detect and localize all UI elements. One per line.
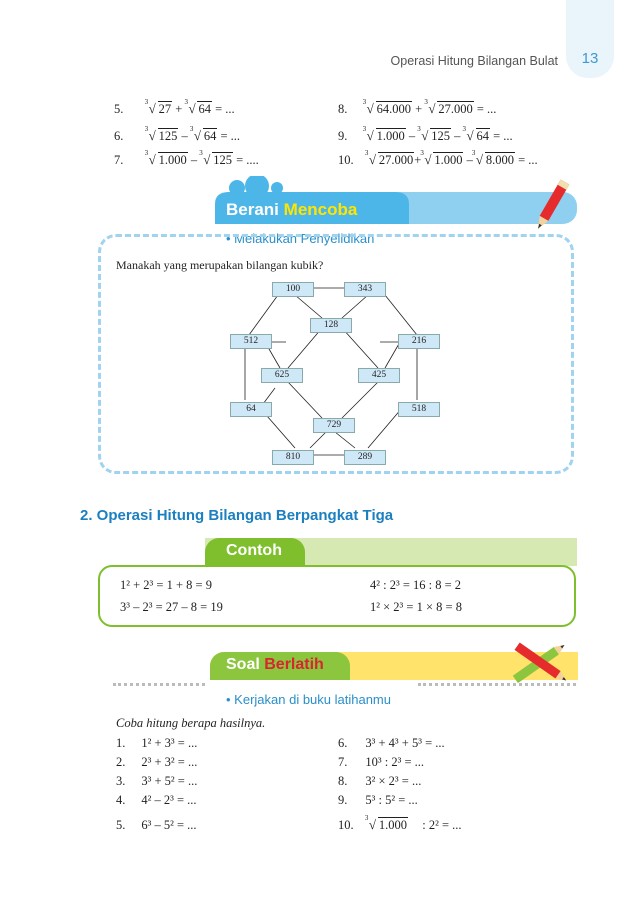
soal-title: Soal Berlatih [226, 656, 324, 673]
cube-root: 3 √ 27.000 [364, 149, 414, 167]
cube-root: 3 √ 125 [144, 125, 178, 143]
mencoba-subtitle: • Melakukan Penyelidikan [226, 231, 375, 246]
cube-root: 3 √ 1.000 [364, 814, 407, 832]
number-network-lines [230, 280, 430, 470]
running-header: Operasi Hitung Bilangan Bulat [390, 54, 558, 68]
soal-item-2: 2. 2³ + 3² = ... [116, 755, 198, 769]
node-64: 64 [230, 402, 272, 417]
pencil-icon [525, 176, 575, 240]
soal-item-9: 9. 5³ : 5² = ... [338, 793, 418, 807]
soal-item-3: 3. 3³ + 5² = ... [116, 774, 198, 788]
node-100: 100 [272, 282, 314, 297]
exercise-8: 8. 3 √ 64.000 + 3 √ 27.000 = ... [338, 98, 497, 116]
cube-root: 3 √ 64 [189, 125, 217, 143]
soal-item-5: 5. 6³ – 5² = ... [116, 818, 197, 832]
mencoba-question: Manakah yang merupakan bilangan kubik? [116, 258, 324, 272]
cube-root: 3 √ 1.000 [362, 125, 405, 143]
contoh-title: Contoh [226, 542, 282, 559]
contoh-box [98, 565, 576, 627]
cube-root: 3 √ 8.000 [471, 149, 514, 167]
soal-instruction: Coba hitung berapa hasilnya. [116, 716, 266, 730]
soal-item-6: 6. 3³ + 4³ + 5³ = ... [338, 736, 445, 750]
node-518: 518 [398, 402, 440, 417]
page-number: 13 [581, 50, 599, 67]
node-810: 810 [272, 450, 314, 465]
node-625: 625 [261, 368, 303, 383]
cube-root: 3 √ 64 [184, 98, 211, 116]
node-512: 512 [230, 334, 272, 349]
exercise-6: 6. 3 √ 125 – 3 √ 64 = ... [114, 125, 241, 143]
cube-root: 3 √ 1.000 [420, 149, 463, 167]
soal-item-8: 8. 3² × 2³ = ... [338, 774, 422, 788]
mencoba-title: Berani Mencoba [226, 200, 358, 219]
cube-root: 3 √ 125 [417, 125, 450, 143]
node-289: 289 [344, 450, 386, 465]
soal-dotted-line-left [113, 683, 205, 690]
node-425: 425 [358, 368, 400, 383]
soal-item-10: 10. 3 √ 1.000 : 2² = ... [338, 814, 462, 832]
soal-subtitle: • Kerjakan di buku latihanmu [226, 692, 391, 707]
soal-item-4: 4. 4² – 2³ = ... [116, 793, 197, 807]
node-128: 128 [310, 318, 352, 333]
contoh-right-1: 4² : 2³ = 16 : 8 = 2 [370, 578, 462, 592]
section-heading: 2. Operasi Hitung Bilangan Berpangkat Tiga [80, 507, 394, 524]
soal-item-7: 7. 10³ : 2³ = ... [338, 755, 425, 769]
contoh-left-1: 1² + 2³ = 1 + 8 = 9 [120, 578, 212, 592]
cube-root: 3 √ 27.000 [424, 98, 473, 116]
cube-root: 3 √ 125 [199, 149, 232, 167]
exercise-9: 9. 3 √ 1.000 – 3 √ 125 – 3 √ 64 = ... [338, 125, 513, 143]
exercise-10: 10. 3 √ 27.000+ 3 √ 1.000 – 3 √ 8.000 = ... [338, 149, 538, 167]
cube-root: 3 √ 1.000 [144, 149, 187, 167]
contoh-right-2: 1² × 2³ = 1 × 8 = 8 [370, 600, 462, 614]
exercise-5: 5. 3 √ 27 + 3 √ 64 = ... [114, 98, 235, 116]
cube-root: 3 √ 64 [462, 125, 489, 143]
node-216: 216 [398, 334, 440, 349]
soal-item-1: 1. 1² + 3³ = ... [116, 736, 198, 750]
node-729: 729 [313, 418, 355, 433]
node-343: 343 [344, 282, 386, 297]
crossed-pencils-icon [505, 632, 575, 696]
exercise-7: 7. 3 √ 1.000 – 3 √ 125 = .... [114, 149, 259, 167]
cube-root: 3 √ 27 [144, 98, 172, 116]
cube-root: 3 √ 64.000 [362, 98, 411, 116]
contoh-left-2: 3³ – 2³ = 27 – 8 = 19 [120, 600, 223, 614]
